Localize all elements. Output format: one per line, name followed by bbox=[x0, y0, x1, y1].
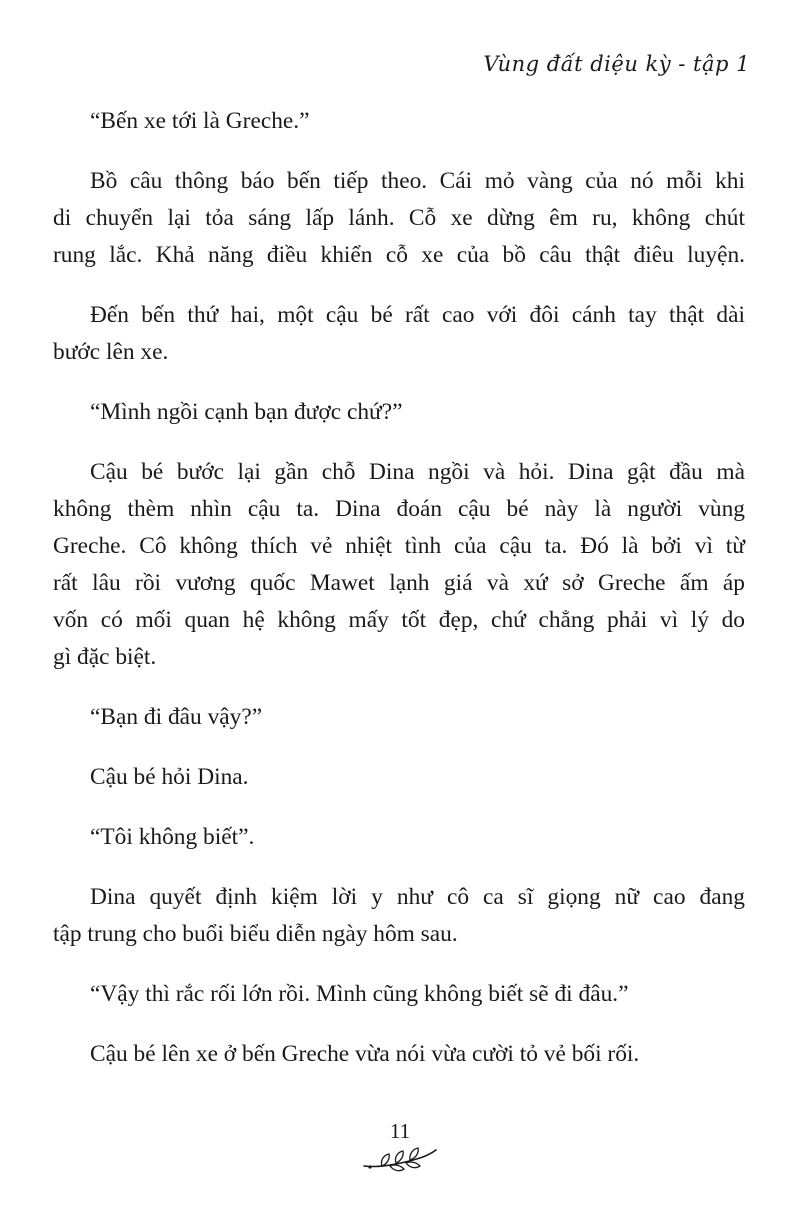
page-number: 11 bbox=[389, 1119, 411, 1143]
body-text bbox=[53, 103, 745, 1096]
paragraph bbox=[90, 1036, 745, 1073]
text-line: gì đặc biệt. bbox=[53, 644, 157, 670]
text-line: rất lâu rồi vương quốc Mawet lạnh giá và xứ sở Greche ấm áp bbox=[53, 570, 745, 596]
text-line: “Vậy thì rắc rối lớn rồi. Mình cũng không biết sẽ đi đâu.” bbox=[90, 981, 629, 1007]
text-line: không thèm nhìn cậu ta. Dina đoán cậu bé này là người vùng bbox=[53, 496, 745, 522]
text-line: “Bạn đi đâu vậy?” bbox=[90, 704, 263, 730]
paragraph bbox=[53, 879, 745, 953]
paragraph bbox=[90, 699, 745, 736]
text-line: “Tôi không biết”. bbox=[90, 824, 255, 850]
paragraph bbox=[90, 759, 745, 796]
text-line: Cậu bé hỏi Dina. bbox=[90, 764, 249, 790]
paragraph bbox=[53, 297, 745, 371]
paragraph bbox=[53, 454, 745, 676]
text-line: bước lên xe. bbox=[53, 339, 169, 365]
paragraph bbox=[90, 976, 745, 1013]
paragraph bbox=[90, 103, 745, 140]
text-line: “Mình ngồi cạnh bạn được chứ?” bbox=[90, 399, 403, 425]
running-header: Vùng đất diệu kỳ - tập 1 bbox=[483, 52, 750, 76]
text-line: Dina quyết định kiệm lời y như cô ca sĩ giọng nữ cao đang bbox=[90, 884, 745, 910]
text-line: Greche. Cô không thích vẻ nhiệt tình của cậu ta. Đó là bởi vì từ bbox=[53, 533, 745, 559]
paragraph bbox=[90, 819, 745, 856]
text-line: di chuyển lại tỏa sáng lấp lánh. Cỗ xe dừng êm ru, không chút bbox=[53, 205, 745, 231]
text-line: Đến bến thứ hai, một cậu bé rất cao với đôi cánh tay thật dài bbox=[90, 302, 745, 328]
paragraph bbox=[53, 163, 745, 274]
leaf-sprig-icon bbox=[360, 1144, 440, 1176]
text-line: “Bến xe tới là Greche.” bbox=[90, 108, 310, 134]
text-line: tập trung cho buổi biểu diễn ngày hôm sau. bbox=[53, 921, 458, 947]
text-line: rung lắc. Khả năng điều khiển cỗ xe của bồ câu thật điêu luyện. bbox=[53, 242, 745, 268]
text-line: Bồ câu thông báo bến tiếp theo. Cái mỏ vàng của nó mỗi khi bbox=[90, 168, 745, 194]
page-footer bbox=[0, 1118, 800, 1176]
text-line: vốn có mối quan hệ không mấy tốt đẹp, chứ chẳng phải vì lý do bbox=[53, 607, 745, 633]
paragraph bbox=[90, 394, 745, 431]
text-line: Cậu bé lên xe ở bến Greche vừa nói vừa cười tỏ vẻ bối rối. bbox=[90, 1041, 640, 1067]
text-line: Cậu bé bước lại gần chỗ Dina ngồi và hỏi. Dina gật đầu mà bbox=[90, 459, 745, 485]
